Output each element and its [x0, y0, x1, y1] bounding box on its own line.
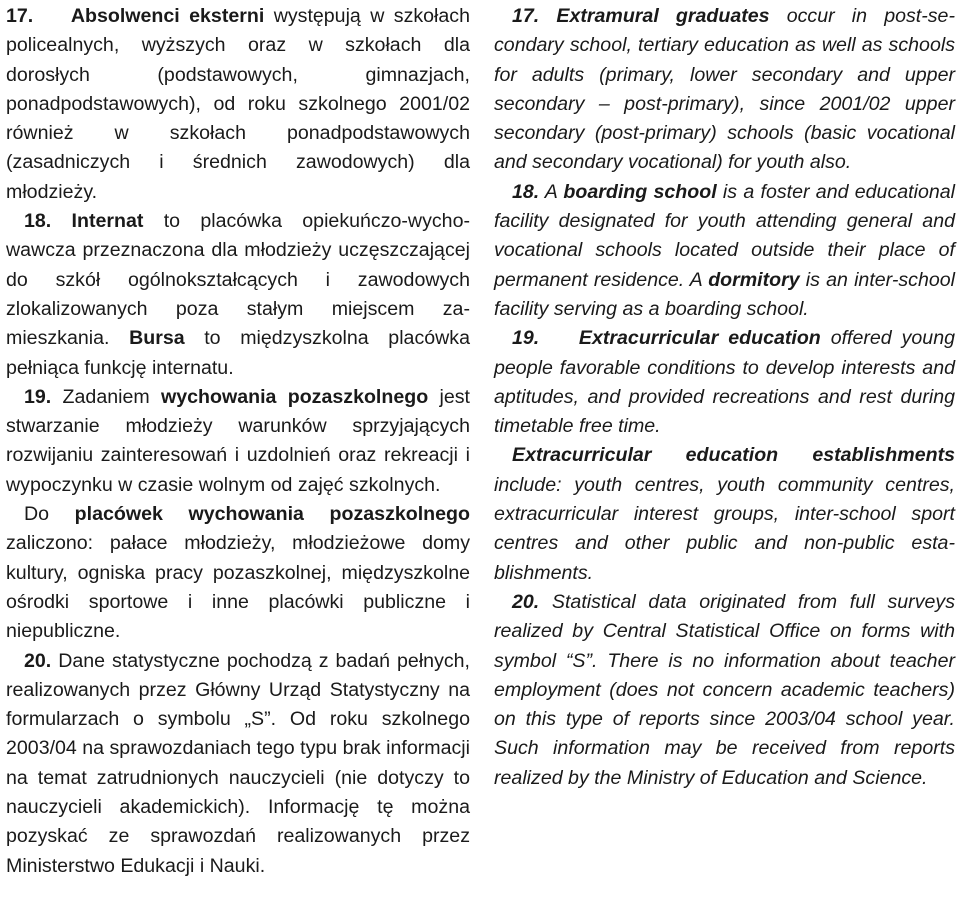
paragraph-20-pl	[6, 647, 470, 881]
paragraph-number: 19.	[24, 385, 52, 408]
paragraph-19a-pl	[6, 383, 470, 500]
paragraph-text: Zadaniem	[51, 385, 162, 408]
paragraph-text: zaliczono: pałace młodzieży, młodzieżowe domy kultury, ogniska pracy pozaszkolnej, międzyszkolne ośrodki sportowe i inne placówki publiczne i niepubliczne.	[6, 532, 470, 643]
paragraph-19a-en	[494, 324, 955, 441]
term-boarding-school: boarding school	[563, 180, 717, 203]
paragraph-number: 20.	[512, 590, 540, 613]
paragraph-number: 20.	[24, 649, 52, 672]
paragraph-text: Dane statystyczne pochodzą z badań pełnych, realizowanych przez Główny Urząd Statystyczny na formularzach o symbolu „S”. Od roku szkolnego 2003/04 na sprawozdaniach tego typu brak informacji na temat zatrudnionych nauczycieli (nie dotyczy to nauczycieli akademickich). Informację tę można pozyskać ze sprawozdań realizowanych przez Ministerstwo Edukacji i Nauki.	[6, 649, 471, 877]
paragraph-17-pl	[6, 2, 470, 207]
term-extracurricular-education-establishments: Extracurricular education establishments	[512, 444, 955, 467]
polish-column	[6, 2, 470, 881]
term-extramural-graduates: Extramural graduates	[556, 5, 770, 27]
paragraph-text: A	[539, 180, 564, 203]
paragraph-text: is an inter-school facility serving as a boarding school.	[494, 268, 955, 320]
paragraph-number: 18.	[24, 210, 52, 233]
term-wychowanie-pozaszkolne: wychowania pozaszkolnego	[161, 385, 429, 408]
paragraph-18-pl	[6, 207, 470, 383]
paragraph-text: occur in post-secondary school, tertiary education as well as schools for adults (primary, lower secondary and upper secondary – post-primary), since 2001/02 upper secondary (post-primary) schools (basic vocational and secondary vocational) for youth also.	[494, 5, 955, 174]
term-extracurricular-education: Extracurricular education	[578, 327, 821, 350]
paragraph-text: Statistical data originated from full surveys realized by Central Statistical Office on forms with symbol “S”. There is no information about teacher employment (does not concern academic teachers) on this type of reports since 2003/04 school year. Such information may be received from reports realized by the Ministry of Education and Science.	[494, 590, 955, 789]
paragraph-number: 17.	[6, 5, 34, 27]
paragraph-text: include: youth centres, youth community centres, extracurricular interest groups, inter-school sport centres and other public and non-public establishments.	[494, 473, 955, 584]
paragraph-text: offered young people favorable conditions to develop interests and aptitudes, and provided recreations and rest during timetable free time.	[494, 327, 955, 438]
english-column	[494, 2, 955, 793]
paragraph-text: Do	[24, 503, 75, 526]
paragraph-number: 17.	[512, 5, 540, 27]
term-absolwenci-eksterni: Absolwenci eksterni	[70, 5, 265, 27]
paragraph-text: jest stwarzanie młodzieży warunków sprzyjających rozwijaniu zainteresowań i uzdolnień oraz rekreacji i wypoczynku w czasie wolnym od zajęć szkolnych.	[6, 385, 470, 496]
term-placowki-wychowania-pozaszkolnego: placówek wychowania pozaszkolnego	[74, 503, 470, 526]
paragraph-text: to placówka opiekuńczo-wychowawcza przeznaczona dla młodzieży uczęszczającej do szkół ogólnokształcących i zawodowych zlokalizowanych poza stałym miejscem zamieszkania.	[6, 210, 471, 350]
term-dormitory: dormitory	[708, 268, 800, 291]
paragraph-number: 18.	[512, 180, 540, 203]
paragraph-17-en	[494, 2, 955, 178]
paragraph-20-en	[494, 588, 955, 793]
paragraph-text: to międzyszkolna placówka pełniąca funkcję internatu.	[6, 327, 470, 379]
paragraph-text: występują w szkołach policealnych, wyższych oraz w szkołach dla dorosłych (podstawowych, gimnazjach, ponadpodstawowych), od roku szkolnego 2001/02 również w szkołach ponadpodstawowych (zasadniczych i średnich zawodowych) dla młodzieży.	[6, 5, 471, 203]
paragraph-text: is a foster and educational facility designated for youth attending general and vocational schools located outside their place of permanent residence. A	[494, 180, 955, 291]
paragraph-18-en	[494, 178, 955, 324]
term-bursa: Bursa	[129, 327, 185, 350]
term-internat: Internat	[71, 210, 144, 233]
paragraph-19b-en	[494, 441, 955, 587]
paragraph-19b-pl	[6, 500, 470, 646]
paragraph-number: 19.	[512, 327, 540, 350]
